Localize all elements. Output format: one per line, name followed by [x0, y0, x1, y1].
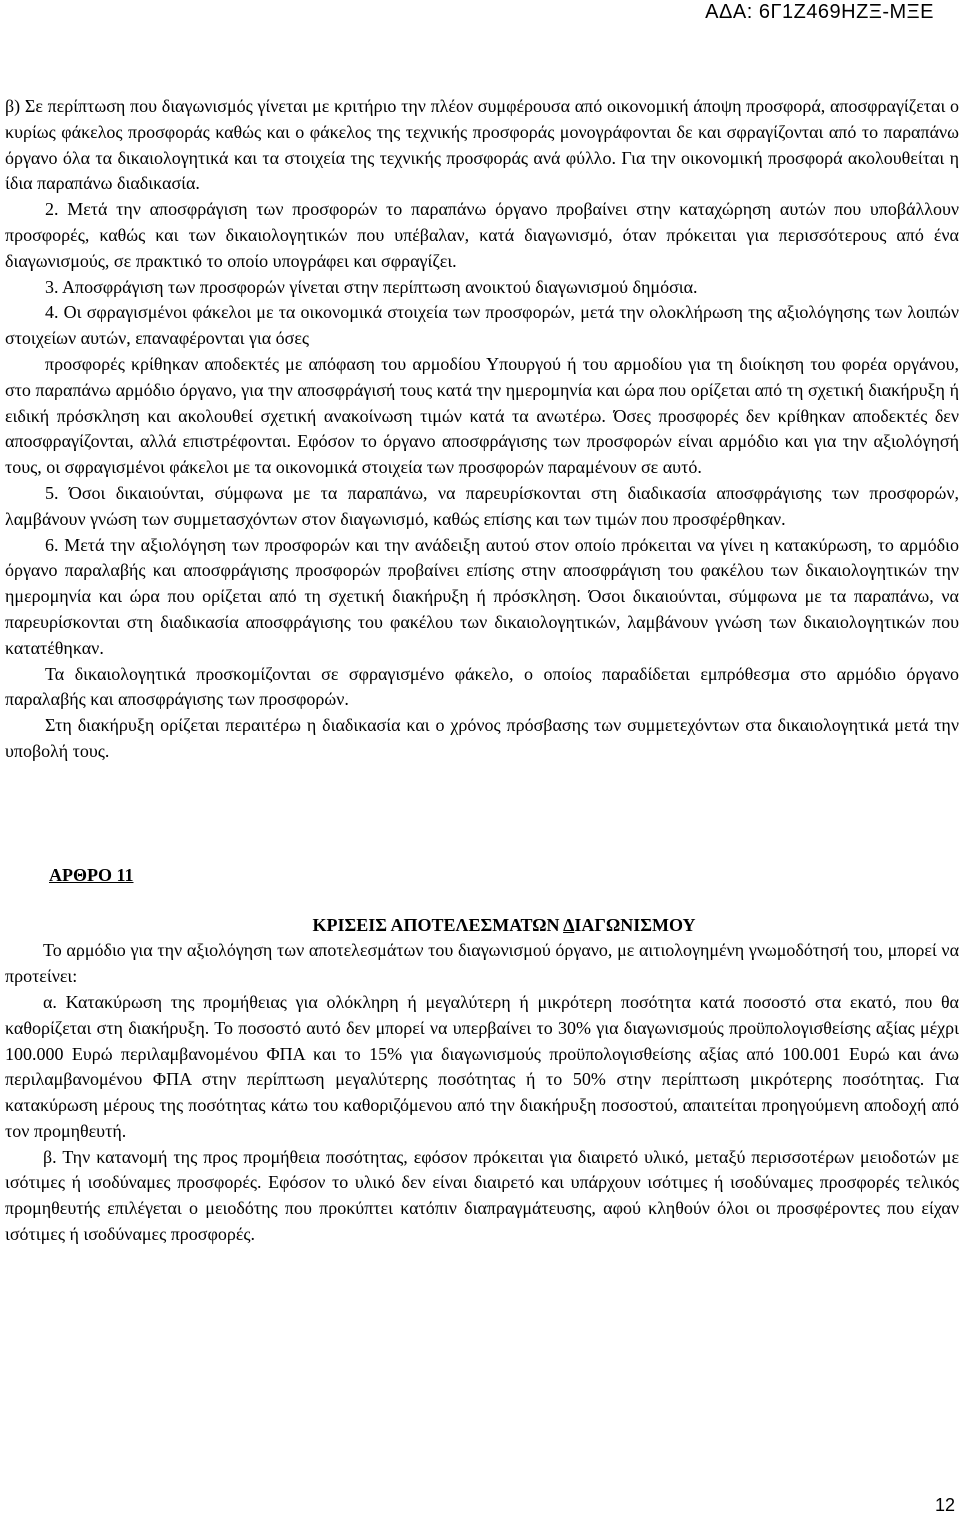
paragraph-2: 2. Μετά την αποσφράγιση των προσφορών το παραπάνω όργανο προβαίνει στην καταχώρηση αυτών που υποβάλλουν προσφορές, καθώς και των δικαιολογητικών που υπέβαλαν, κατά διαγωνισμό, όταν πρόκειται για περισσότερους από ένα διαγωνισμούς, σε πρακτικό το οποίο υπογράφει και σφραγίζει.: [5, 199, 959, 271]
paragraph-3: 3. Αποσφράγιση των προσφορών γίνεται στην περίπτωση ανοικτού διαγωνισμού δημόσια.: [45, 276, 698, 297]
paragraph-4-continued: προσφορές κρίθηκαν αποδεκτές με απόφαση του αρμοδίου Υπουργού ή του αρμοδίου για τη διοίκηση του φορέα οργάνου, στο παραπάνω αρμόδιο όργανο, για την αποσφράγισή τους κατά την ημερομηνία και ώρα που ορίζεται από τη σχετική διακήρυξη ή ειδική πρόσκληση και ακολουθεί σχετική ανακοίνωση τιμών κατά τα ανωτέρω. Όσες προσφορές δεν κρίθηκαν αποδεκτές δεν αποσφραγίζονται, αλλά επιστρέφονται. Εφόσον το όργανο αποσφράγισης των προσφορών είναι αρμόδιο και για την αξιολόγησή τους, οι σφραγισμένοι φάκελοι με τα οικονομικά στοιχεία των προσφορών παραμένουν σε αυτό.: [5, 353, 959, 478]
paragraph-4-start: 4. Οι σφραγισμένοι φάκελοι με τα οικονομικά στοιχεία των προσφορών, μετά την ολοκλήρωση της αξιολόγησης των λοιπών στοιχείων αυτών, επαναφέρονται για όσες: [5, 302, 959, 349]
paragraph-declaration: Στη διακήρυξη ορίζεται περαιτέρω η διαδικασία και ο χρόνος πρόσβασης των συμμετεχόντων στα δικαιολογητικά μετά την υποβολή τους.: [5, 715, 959, 761]
paragraph-6: 6. Μετά την αξιολόγηση των προσφορών και την ανάδειξη αυτού στον οποίο πρόκειται να γίνει η κατακύρωση, το αρμόδιο όργανο παραλαβής και αποσφράγισης προσφορών προβαίνει επίσης στην αποσφράγιση του φακέλου των δικαιολογητικών την ημερομηνία και ώρα που ορίζεται από τη σχετική διακήρυξη ή πρόσκληση. Όσοι δικαιούνται, σύμφωνα με τα παραπάνω, να παρευρίσκονται στη διαδικασία αποσφράγισης του φακέλου των δικαιολογητικών, λαμβάνουν γνώση των δικαιολογητικών που κατατέθηκαν.: [5, 534, 959, 658]
article-subtitle: [5, 913, 959, 939]
article-title: ΑΡΘΡΟ 11: [49, 864, 134, 885]
article-item-b: β. Την κατανομή της προς προμήθεια ποσότητας, εφόσον πρόκειται για διαιρετό υλικό, μεταξύ περισσοτέρων μειοδοτών με ισότιμες ή ισοδύναμες προσφορές. Εφόσον το υλικό δεν είναι διαιρετό και υπάρχουν ισότιμες ή ισοδύναμες προσφορές τελικός προμηθευτής επιλέγεται ο μειοδότης που προκύπτει κατόπιν διαπραγμάτευσης, αφού κληθούν όλοι οι προσφέροντες που είχαν ισότιμες ή ισοδύναμες προσφορές.: [5, 1146, 959, 1245]
article-subtitle-underlined: Δ: [563, 914, 575, 935]
article-subtitle-part2: ΙΑΓΩΝΙΣΜΟΥ: [574, 914, 696, 935]
article-intro: Το αρμόδιο για την αξιολόγηση των αποτελεσμάτων του διαγωνισμού όργανο, με αιτιολογημένη γνωμοδότησή του, μπορεί να προτείνει:: [5, 940, 959, 987]
ada-code: ΑΔΑ: 6Γ1Ζ469ΗΖΞ-ΜΞΕ: [705, 1, 934, 23]
paragraph-documents-submission: Τα δικαιολογητικά προσκομίζονται σε σφραγισμένο φάκελο, ο οποίος παραδίδεται εμπρόθεσμα στο αρμόδιο όργανο παραλαβής και αποσφράγισης των προσφορών.: [5, 663, 959, 710]
article-subtitle-part1: ΚΡΙΣΕΙΣ ΑΠΟΤΕΛΕΣΜΑΤΩΝ: [312, 914, 564, 935]
document-body: [5, 94, 959, 1248]
paragraph-b: β) Σε περίπτωση που διαγωνισμός γίνεται με κριτήριο την πλέον συμφέρουσα από οικονομική άποψη προσφορά, αποσφραγίζεται ο κυρίως φάκελος προσφοράς καθώς και ο φάκελος της τεχνικής προσφοράς μονογράφονται δε και σφραγίζονται από το παραπάνω όργανο όλα τα δικαιολογητικά και τα στοιχεία της τεχνικής προσφοράς ανά φύλλο. Για την οικονομική προσφορά ακολουθείται η ίδια παραπάνω διαδικασία.: [5, 96, 959, 194]
article-item-a: α. Κατακύρωση της προμήθειας για ολόκληρη ή μεγαλύτερη ή μικρότερη ποσότητα κατά ποσοστό στα εκατό, που θα καθορίζεται στη διακήρυξη. Το ποσοστό αυτό δεν μπορεί να υπερβαίνει το 30% για διαγωνισμούς προϋπολογισθείσης αξίας μέχρι 100.000 Ευρώ περιλαμβανομένου ΦΠΑ και το 15% για διαγωνισμούς προϋπολογισθείσης αξίας από 100.001 Ευρώ και άνω περιλαμβανομένου ΦΠΑ στην περίπτωση μεγαλύτερης ποσότητας ή το 50% στην περίπτωση μικρότερης ποσότητας. Για κατακύρωση μέρους της ποσότητας κάτω του καθοριζόμενου από την διακήρυξη ποσοστού, απαιτείται προηγούμενη αποδοχή από τον προμηθευτή.: [5, 991, 959, 1141]
page-number: 12: [934, 1495, 955, 1515]
paragraph-5: 5. Όσοι δικαιούνται, σύμφωνα με τα παραπάνω, να παρευρίσκονται στη διαδικασία αποσφράγισης των προσφορών, λαμβάνουν γνώση των συμμετασχόντων στον διαγωνισμό, καθώς επίσης και των τιμών που προσφέρθηκαν.: [5, 482, 959, 529]
